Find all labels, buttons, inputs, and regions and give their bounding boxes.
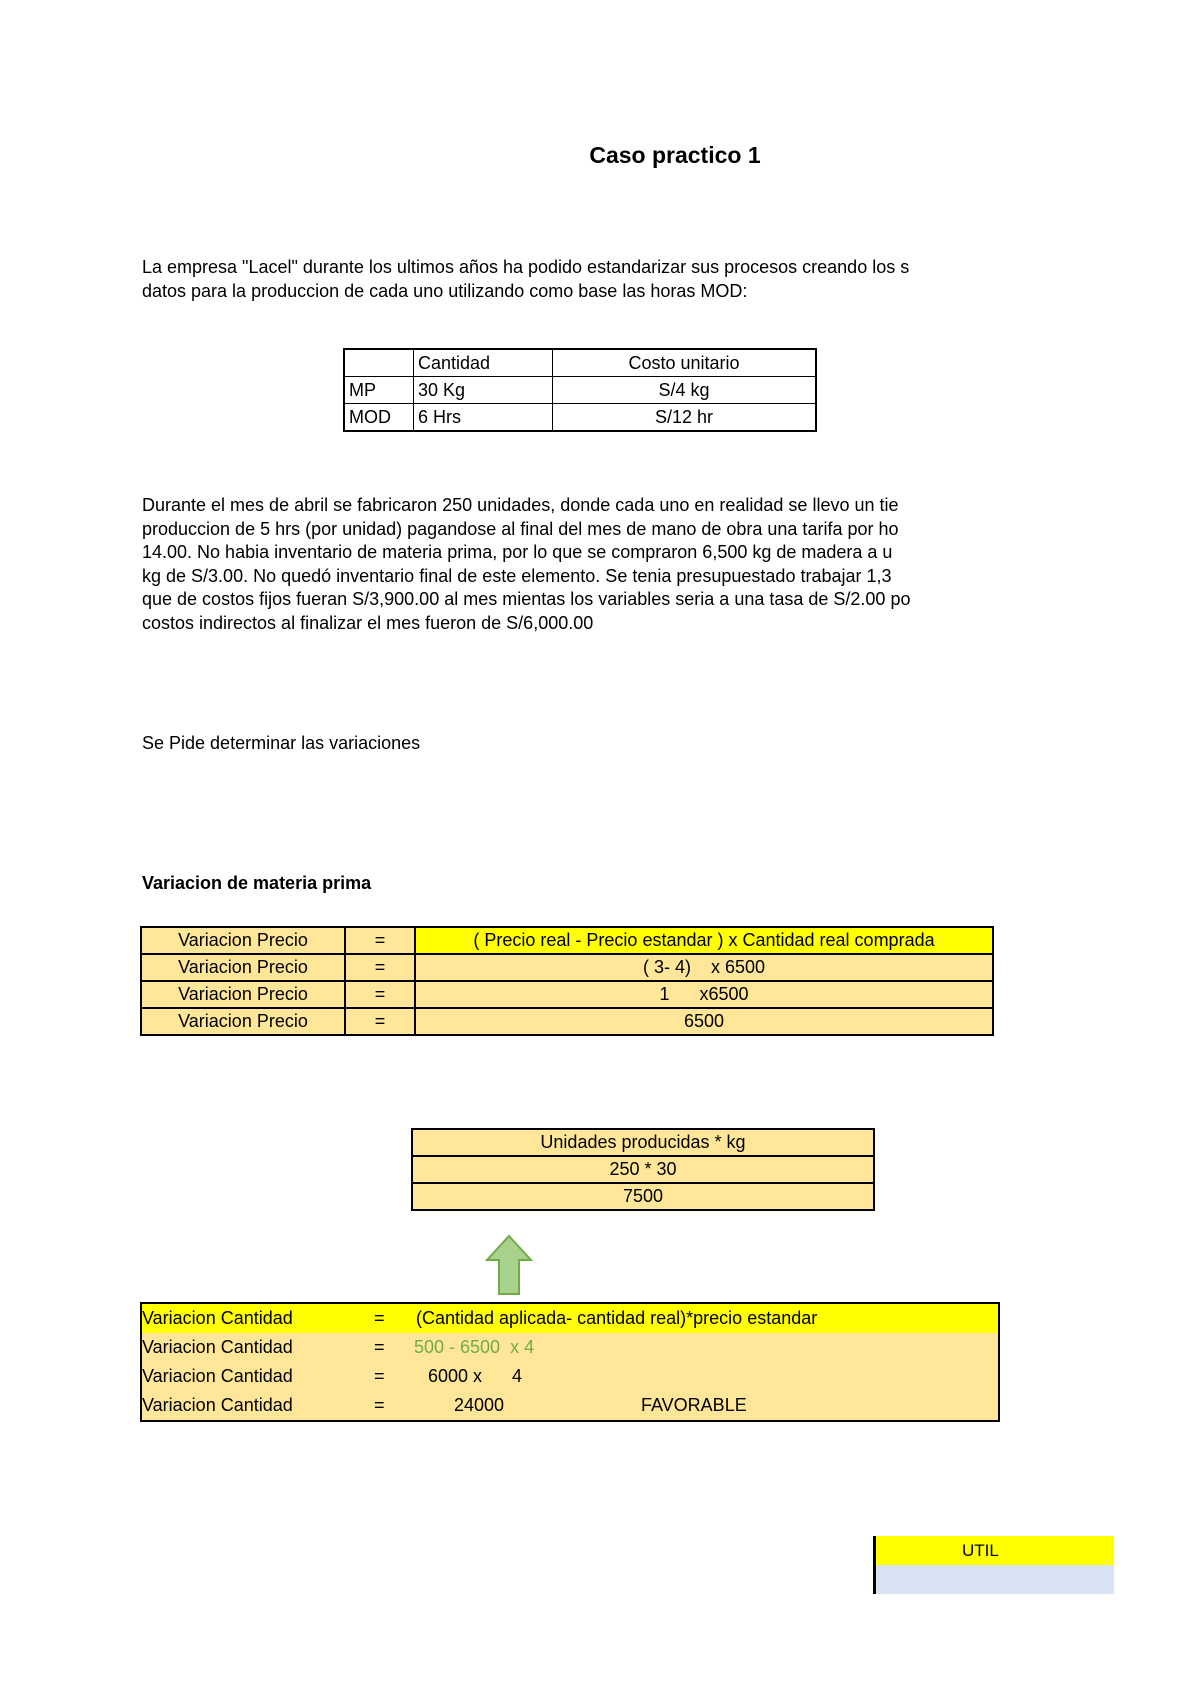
util-header [876,1536,1114,1565]
equals-cell: = [345,981,415,1008]
table-row [142,1362,998,1391]
equals-cell: = [374,1337,385,1357]
table-cell: MP [344,377,414,404]
formula-cell: ( 3- 4) x 6500 [415,954,993,981]
table-row [412,1129,874,1156]
status-badge: FAVORABLE [641,1395,747,1415]
label-cell: Variacion Cantidad [142,1308,293,1328]
result-cell: 6500 [415,1008,993,1035]
table-row [141,954,993,981]
label-cell: Variacion Cantidad [142,1337,293,1357]
description-line: Durante el mes de abril se fabricaron 250 unidades, donde cada uno en realidad se llevo un tie [142,495,899,515]
units-cell: 7500 [412,1183,874,1210]
table-cell: MOD [344,404,414,432]
table-row [141,927,993,954]
formula-cell: 500 - 6500 x 4 [414,1337,535,1357]
table-cell: S/12 hr [553,404,817,432]
table-cell: 30 Kg [414,377,553,404]
intro-line: datos para la produccion de cada uno utilizando como base las horas MOD: [142,280,748,301]
description-line: costos indirectos al finalizar el mes fueron de S/6,000.00 [142,612,594,633]
formula-cell: (Cantidad aplicada- cantidad real)*precio estandar [416,1308,818,1328]
header-cell: Costo unitario [553,349,817,377]
equals-cell: = [374,1308,385,1328]
description-paragraph [142,494,998,635]
table-row [142,1391,998,1420]
label-cell: Variacion Precio [141,981,345,1008]
description-line: kg de S/3.00. No quedó inventario final de este elemento. Se tenia presupuestado trabajar 1,3 [142,565,892,586]
header-cell: Cantidad [414,349,553,377]
equals-cell: = [345,954,415,981]
description-line: que de costos fijos fueran S/3,900.00 al mes mientas los variables seria a una tasa de S/2.00 po [142,589,911,609]
table-row [142,1304,998,1333]
label-cell: Variacion Cantidad [142,1395,293,1415]
formula-cell: ( Precio real - Precio estandar ) x Cantidad real comprada [415,927,993,954]
equals-cell: = [345,927,415,954]
units-cell: Unidades producidas * kg [412,1129,874,1156]
description-line: 14.00. No habia inventario de materia prima, por lo que se compraron 6,500 kg de madera a u [142,542,893,562]
table-row [412,1183,874,1210]
table-row [412,1156,874,1183]
intro-paragraph [142,256,998,303]
units-cell: 250 * 30 [412,1156,874,1183]
table-row [344,377,816,404]
quantity-variance-table [140,1302,1000,1422]
page-title: Caso practico 1 [589,142,761,168]
table-row [344,404,816,432]
formula-cell: 6000 x 4 [428,1366,523,1386]
instruction-text: Se Pide determinar las variaciones [142,733,421,753]
result-cell: 24000 [454,1395,505,1415]
table-row [141,1008,993,1035]
standards-table [343,348,817,432]
label-cell: Variacion Precio [141,954,345,981]
units-box [411,1128,875,1211]
intro-line: La empresa "Lacel" durante los ultimos años ha podido estandarizar sus procesos creando los s [142,257,910,277]
section-heading: Variacion de materia prima [142,873,372,893]
util-cell [876,1565,1114,1594]
util-label: UTIL [962,1541,999,1560]
util-box [873,1536,1114,1594]
description-line: produccion de 5 hrs (por unidad) pagandose al final del mes de mano de obra una tarifa por ho [142,518,899,539]
price-variance-table [140,926,994,1036]
equals-cell: = [374,1395,385,1415]
label-cell: Variacion Precio [141,927,345,954]
table-row [344,349,816,377]
table-row [142,1333,998,1362]
equals-cell: = [374,1366,385,1386]
table-row [141,981,993,1008]
label-cell: Variacion Precio [141,1008,345,1035]
table-cell: 6 Hrs [414,404,553,432]
up-arrow-icon [484,1234,534,1296]
formula-cell: 1 x6500 [415,981,993,1008]
equals-cell: = [345,1008,415,1035]
header-cell [344,349,414,377]
label-cell: Variacion Cantidad [142,1366,293,1386]
table-cell: S/4 kg [553,377,817,404]
